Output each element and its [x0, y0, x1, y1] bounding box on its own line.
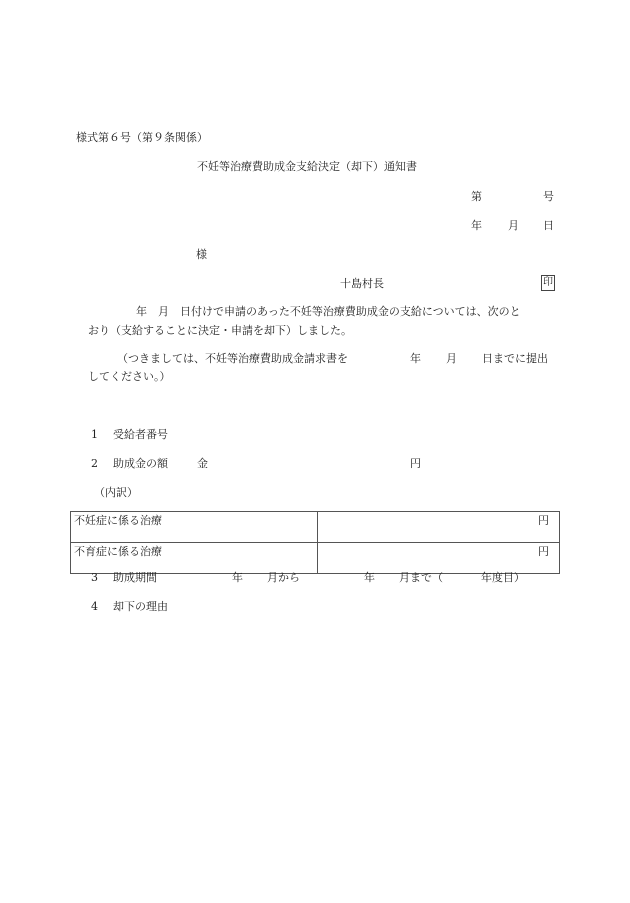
body-paragraph-1-line-2: おり（支給することに決定・申請を却下）しました。 [88, 324, 352, 337]
amount-unit: 円 [410, 457, 421, 470]
body-paragraph-2-line-2: してください。） [88, 370, 171, 383]
item-3-number: 3 [91, 571, 98, 584]
date-month: 月 [508, 219, 519, 232]
breakdown-label: 不育症に係る治療 [71, 543, 318, 574]
item-2-number: 2 [91, 457, 98, 470]
breakdown-label: 不妊症に係る治療 [71, 512, 318, 543]
item-1-number: 1 [91, 428, 98, 441]
breakdown-table [70, 511, 560, 574]
breakdown-value: 円 [318, 512, 560, 543]
item-4-number: 4 [91, 600, 98, 613]
breakdown-value: 円 [318, 543, 560, 574]
issuer-name: 十島村長 [340, 277, 384, 290]
period-end-month: 月まで（ [399, 571, 443, 584]
item-4-label: 却下の理由 [113, 600, 168, 613]
submission-year: 年 [410, 352, 421, 365]
table-row [71, 512, 560, 543]
form-number: 様式第６号（第９条関係） [76, 131, 208, 144]
submission-month: 月 [446, 352, 457, 365]
period-end-year: 年 [364, 571, 375, 584]
item-1-label: 受給者番号 [113, 428, 168, 441]
table-row [71, 543, 560, 574]
item-2-label: 助成金の額 [113, 457, 168, 470]
reference-number-prefix: 第 [471, 190, 482, 203]
body-paragraph-2-line-1: （つきましては、不妊等治療費助成金請求書を [117, 352, 348, 365]
date-day: 日 [543, 219, 554, 232]
period-start-month: 月から [267, 571, 300, 584]
item-3-label: 助成期間 [113, 571, 157, 584]
reference-number-suffix: 号 [543, 190, 554, 203]
submission-day: 日までに提出 [482, 352, 548, 365]
fiscal-year-count: 年度目） [481, 571, 525, 584]
date-year: 年 [471, 219, 482, 232]
period-start-year: 年 [232, 571, 243, 584]
breakdown-heading: （内訳） [94, 486, 138, 499]
body-paragraph-1-line-1: 年 月 日付けで申請のあった不妊等治療費助成金の支給については、次のと [136, 305, 521, 318]
seal-icon: 印 [541, 275, 555, 291]
amount-prefix: 金 [197, 457, 208, 470]
addressee-honorific: 様 [196, 248, 207, 261]
document-title: 不妊等治療費助成金支給決定（却下）通知書 [197, 160, 417, 173]
